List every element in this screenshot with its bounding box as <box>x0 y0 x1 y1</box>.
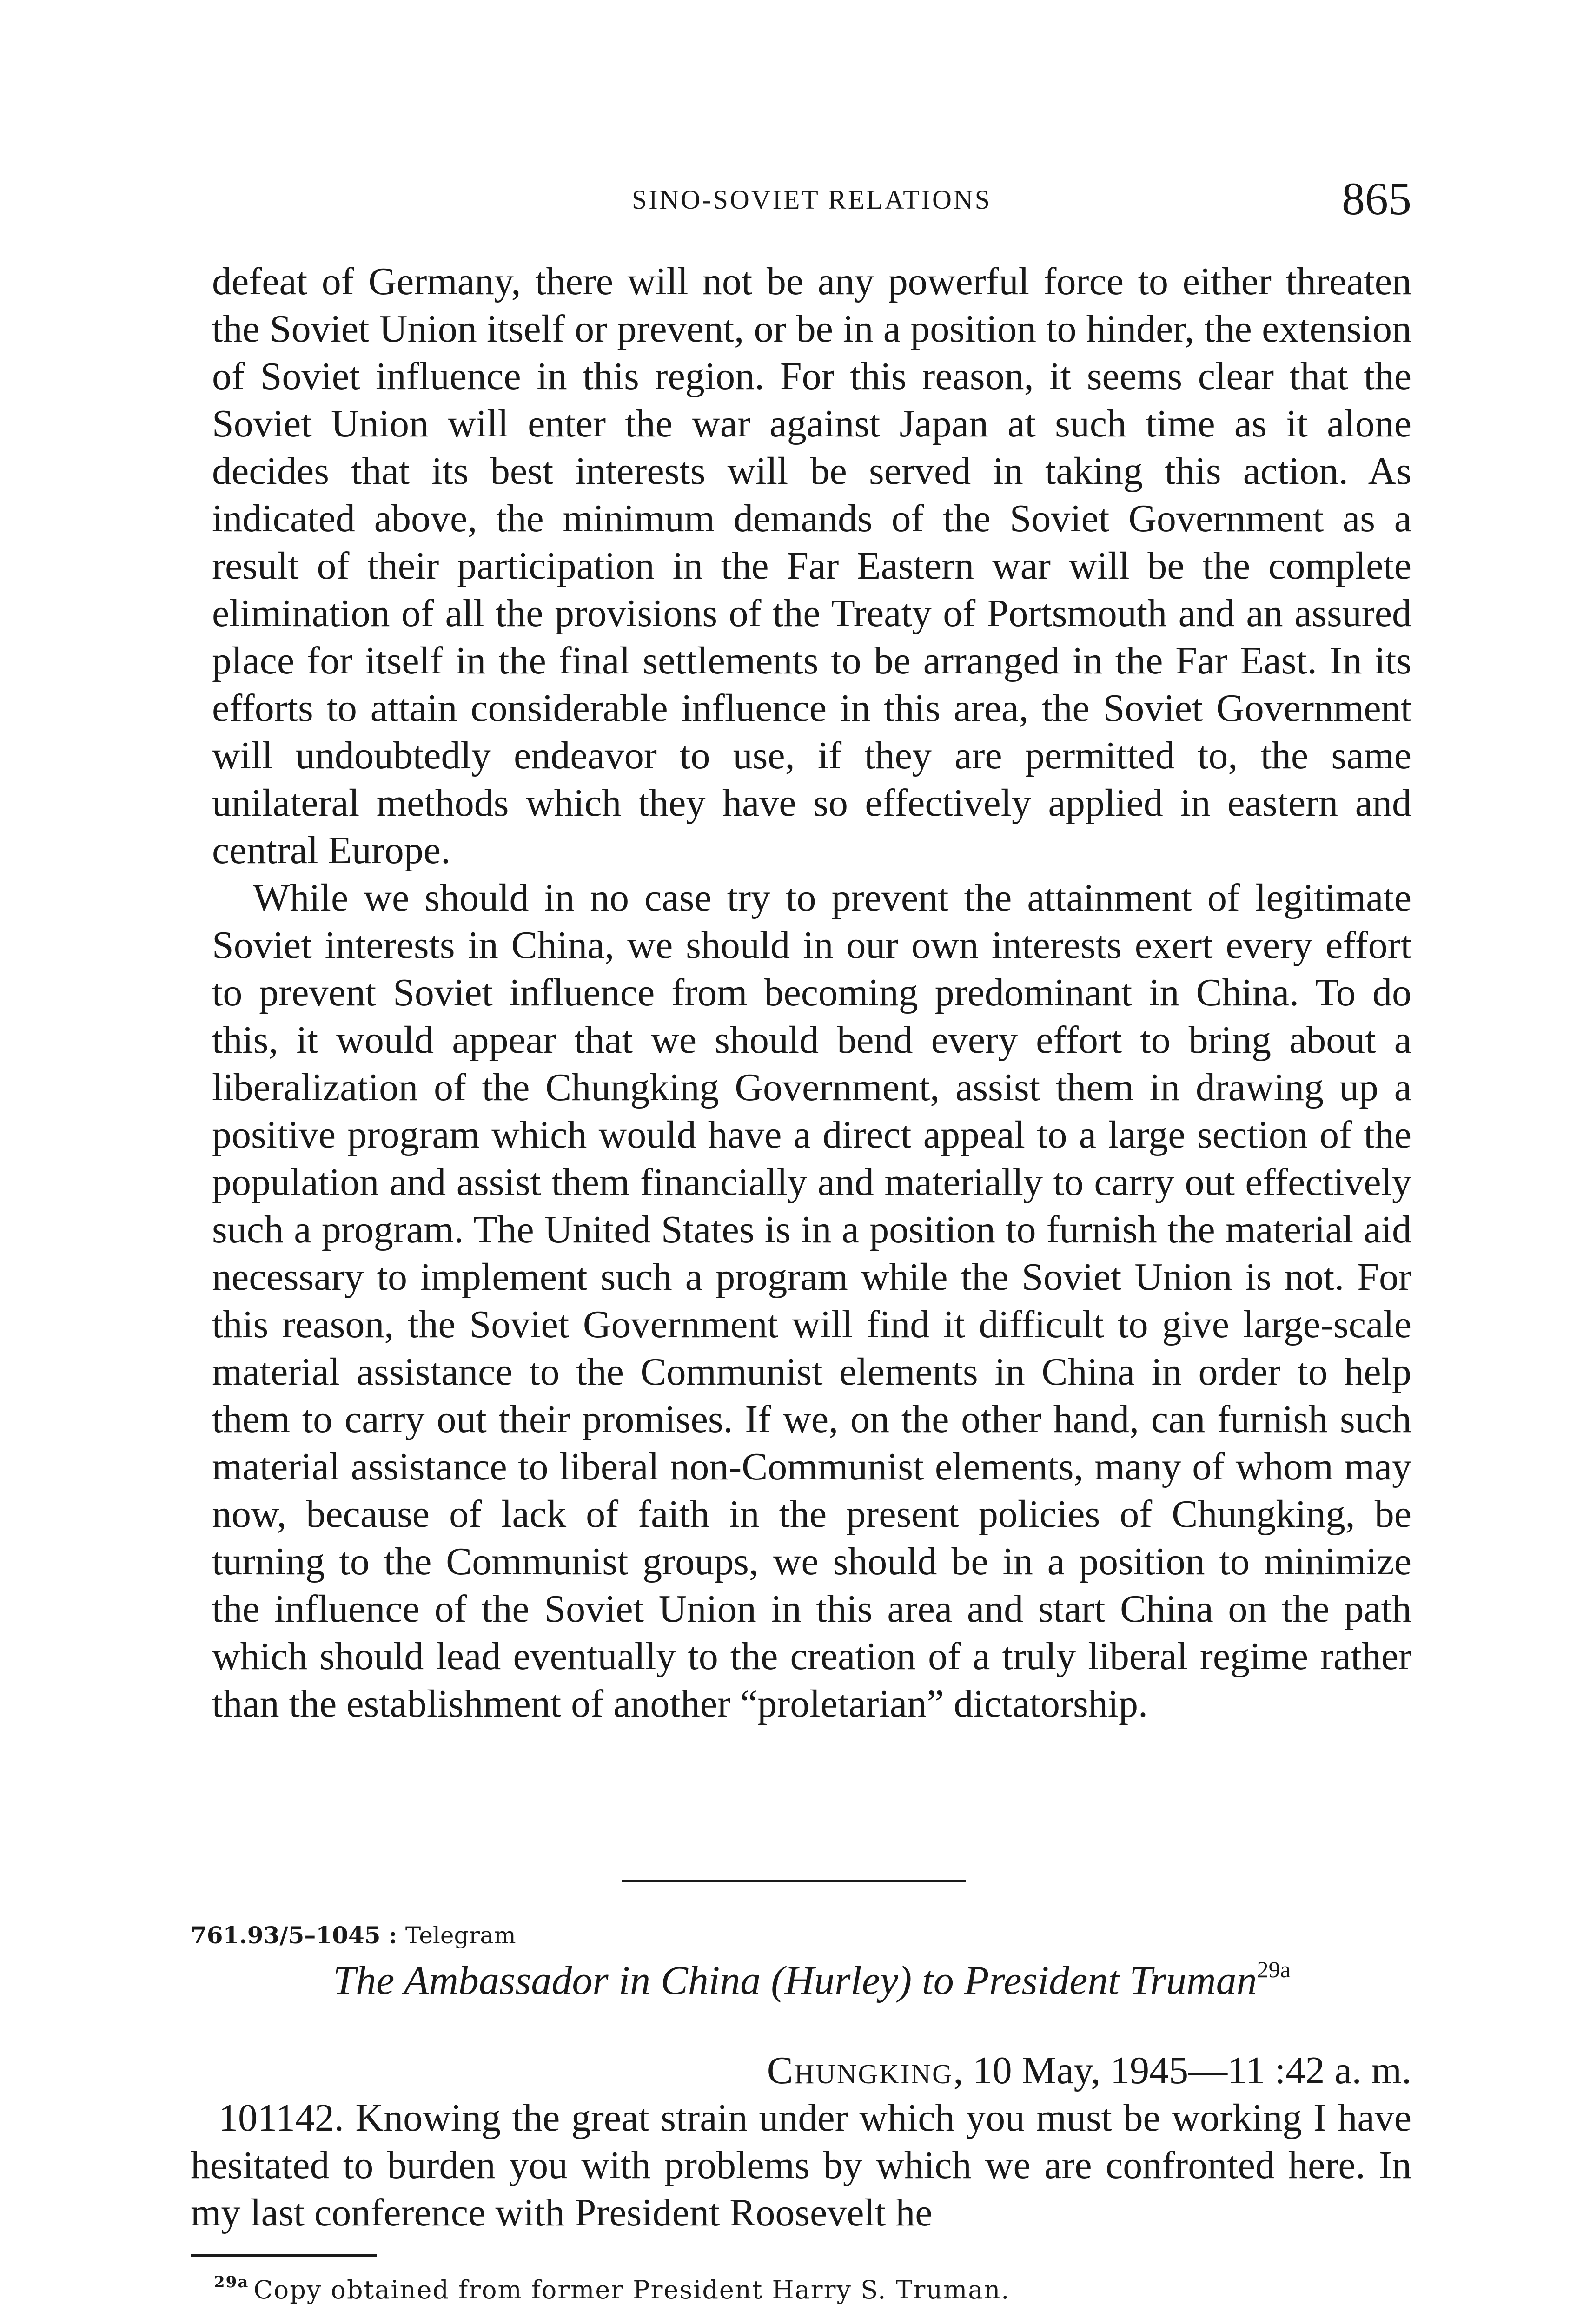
telegram-paragraph: 101142. Knowing the great strain under which you must be working I have hesitated to burden you with problems by which we are confronted here. In my last conference with President Roosevelt he <box>191 2096 1411 2234</box>
footnote-divider <box>191 2254 377 2257</box>
dateline <box>767 2048 1411 2093</box>
section-divider <box>622 1880 966 1882</box>
document-reference <box>191 1921 516 1949</box>
heading-footnote-mark: 29a <box>1257 1956 1291 1982</box>
running-title: SINO-SOVIET RELATIONS <box>631 185 992 215</box>
body-paragraph-1: defeat of Germany, there will not be any powerful force to either threaten the Soviet Union itself or prevent, or be in a position to hinder, the extension of Soviet influence in this region. For this reason, it seems clear that the Soviet Union will enter the war against Japan at such time as it alone decides that its best interests will be served in taking this action. As indicated above, the minimum demands of the Soviet Government as a result of their participation in the Far Eastern war will be the complete elimination of all the provisions of the Treaty of Portsmouth and an assured place for itself in the final settlements to be arranged in the Far East. In its efforts to attain considerable influence in this area, the Soviet Government will undoubtedly endeavor to use, if they are permitted to, the same unilateral methods which they have so effectively applied in eastern and central Europe. <box>212 260 1411 872</box>
page-number: 865 <box>1342 173 1411 224</box>
body-paragraph-2: While we should in no case try to prevent the attainment of legitimate Soviet interests in China, we should in our own interests exert every effort to prevent Soviet influence from becoming predominant in China. To do this, it would appear that we should bend every effort to bring about a liberalization of the Chungking Government, assist them in drawing up a positive program which would have a direct appeal to a large section of the population and assist them financially and materially to carry out effectively such a program. The United States is in a position to furnish the material aid necessary to implement such a program while the Soviet Union is not. For this reason, the Soviet Government will find it difficult to give large-scale material assistance to the Communist elements in China in order to help them to carry out their promises. If we, on the other hand, can furnish such material assistance to liberal non-Communist elements, many of whom may now, because of lack of faith in the present policies of Chungking, be turning to the Communist groups, we should be in a position to minimize the influence of the Soviet Union in this area and start China on the path which should lead eventually to the creation of a truly liberal regime rather than the establishment of another “proletarian” dictatorship. <box>212 876 1411 1725</box>
dateline-place: Chungking <box>767 2049 954 2092</box>
document-heading <box>212 1956 1411 2004</box>
footnote-text: Copy obtained from former President Harry S. Truman. <box>253 2275 1010 2304</box>
footnote-mark: 29a <box>214 2273 249 2291</box>
file-number: 761.93/5–1045 <box>191 1921 381 1949</box>
telegram-text <box>191 2094 1411 2237</box>
document-type: Telegram <box>405 1922 516 1949</box>
footnote <box>214 2273 1010 2304</box>
dateline-date: , 10 May, 1945—11 :42 a. m. <box>953 2049 1411 2092</box>
running-head <box>212 172 1411 228</box>
body-text <box>212 258 1411 1728</box>
heading-text: The Ambassador in China (Hurley) to President Truman <box>333 1958 1257 2003</box>
file-separator: : <box>380 1921 405 1949</box>
